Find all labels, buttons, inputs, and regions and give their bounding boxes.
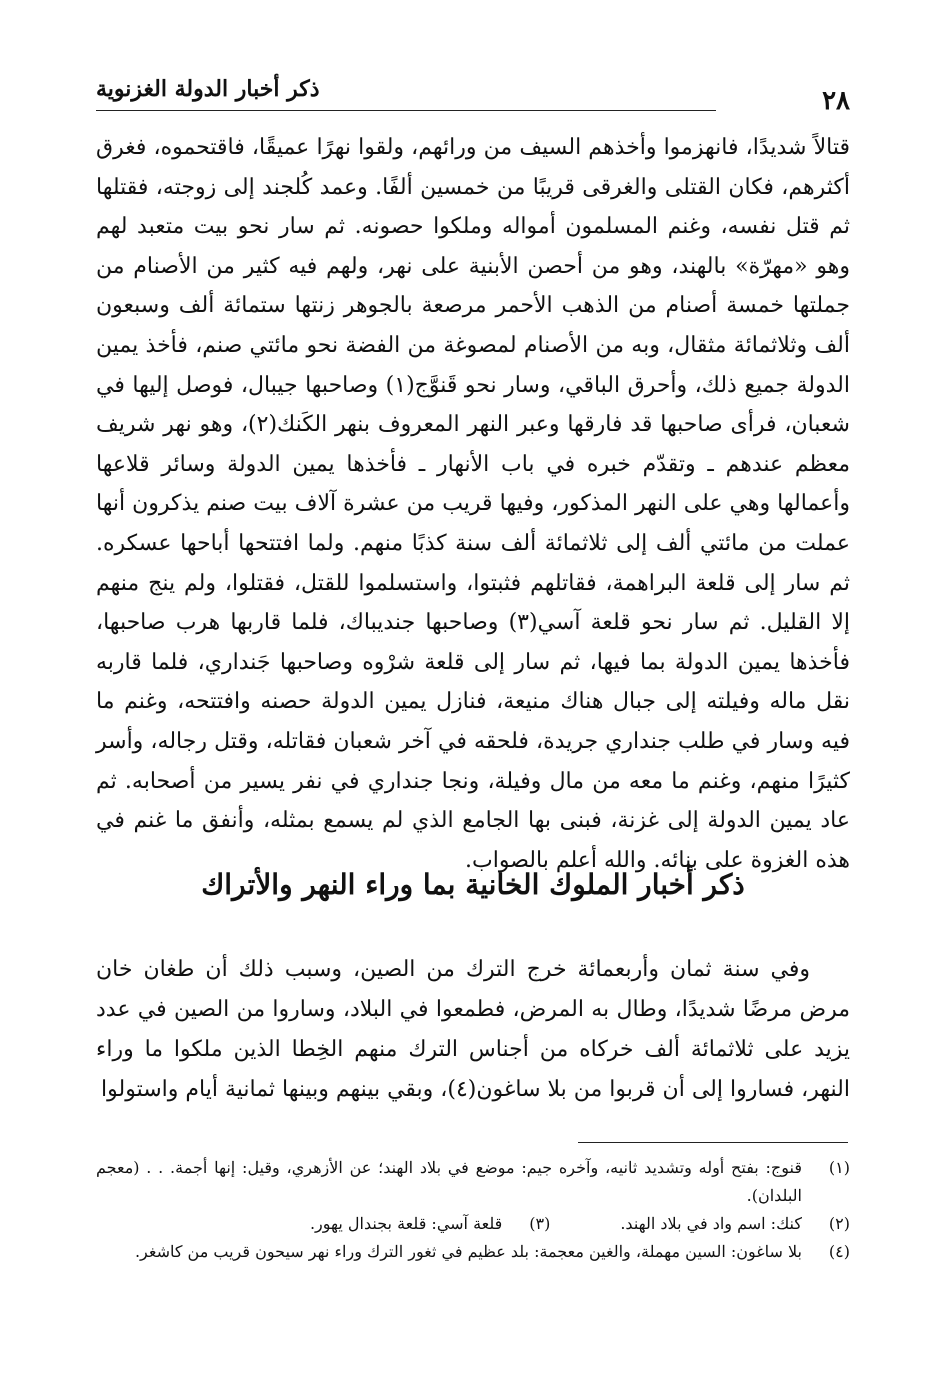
section-text	[96, 950, 850, 1110]
footnote-row	[96, 1210, 850, 1238]
footnote-text: قنوج: بفتح أوله وتشديد ثانيه، وآخره جيم: موضع في بلاد الهند؛ عن الأزهري، وقيل: إنها أجمة. . . (معجم البلدان).	[96, 1158, 802, 1205]
footnote-text: كنك: اسم واد في بلاد الهند.	[620, 1214, 802, 1233]
main-text	[96, 128, 850, 880]
footnote-number: (٣)	[529, 1214, 551, 1233]
footnote-number: (٤)	[828, 1242, 850, 1261]
page-number: ٢٨	[822, 86, 850, 116]
footnote-4	[96, 1238, 850, 1266]
footnotes	[96, 1154, 850, 1266]
footnote-text: بلا ساغون: السين مهملة، والغين معجمة: بلد عظيم في ثغور الترك وراء نهر سيحون قريب من كاشغر.	[134, 1242, 802, 1261]
footnote-2	[620, 1210, 850, 1238]
footnote-3	[310, 1210, 550, 1238]
section-heading: ذكر أخبار الملوك الخانية بما وراء النهر والأتراك	[201, 868, 745, 901]
footnote-divider	[578, 1142, 848, 1143]
footnote-1	[96, 1154, 850, 1210]
footnote-number: (١)	[828, 1158, 850, 1177]
section-paragraph: وفي سنة ثمان وأربعمائة خرج الترك من الصين، وسبب ذلك أن طغان خان مرض مرضًا شديدًا، وطال به المرض، فطمعوا في البلاد، وساروا من الصين في عدد يزيد على ثلاثمائة ألف خركاه من أجناس الترك منهم الخِطا الذين ملكوا ما وراء النهر، فساروا إلى أن قربوا من بلا ساغون(٤)، وبقي بينهم وبينها ثمانية أيام واستولوا	[96, 957, 850, 1102]
header-divider	[96, 110, 716, 111]
body-paragraph: قتالاً شديدًا، فانهزموا وأخذهم السيف من ورائهم، ولقوا نهرًا عميقًا، فاقتحموه، فغرق أكثرهم، فكان القتلى والغرقى قريبًا من خمسين ألفًا. وعمد كُلجند إلى زوجته، فقتلها ثم قتل نفسه، وغنم المسلمون أمواله وملكوا حصونه. ثم سار نحو بيت متعبد لهم وهو «مهرّة» بالهند، وهو من أحصن الأبنية على نهر، ولهم فيه كثير من الأصنام من جملتها خمسة أصنام من الذهب الأحمر مرصعة بالجوهر زنتها ستمائة ألف وسبعون ألف وثلاثمائة مثقال، وبه من الأصنام لمصوغة من الفضة نحو مائتي صنم، فأخذ يمين الدولة جميع ذلك، وأحرق الباقي، وسار نحو قَنوَّج(١) وصاحبها جيبال، فوصل إليها في شعبان، فرأى صاحبها قد فارقها وعبر النهر المعروف بنهر الكَنك(٢)، وهو نهر شريف معظم عندهم ـ وتقدّم خبره في باب الأنهار ـ فأخذها يمين الدولة وسائر قلاعها وأعمالها وهي على النهر المذكور، وفيها قريب من عشرة آلاف بيت صنم يذكرون أنها عملت من مائتي ألف إلى ثلاثمائة ألف سنة كذبًا منهم. ولما افتتحها أباحها عسكره. ثم سار إلى قلعة البراهمة، فقاتلهم فثبتوا، واستسلموا للقتل، فقتلوا، ولم ينج منهم إلا القليل. ثم سار نحو قلعة آسي(٣) وصاحبها جنديباك، فلما قاربها هرب صاحبها، فأخذها يمين الدولة بما فيها، ثم سار إلى قلعة شرْوه وصاحبها جَنداري، فلما قاربه نقل ماله وفيلته إلى جبال هناك منيعة، فنازل يمين الدولة حصنه وافتتحه، وغنم ما فيه وسار في طلب جنداري جريدة، فلحقه في آخر شعبان فقاتله، وقتل رجاله، وأسر كثيرًا منهم، وغنم ما معه من مال وفيلة، ونجا جنداري في نفر يسير من أصحابه. ثم عاد يمين الدولة إلى غزنة، فبنى بها الجامع الذي لم يسمع بمثله، وأنفق ما غنم في هذه الغزوة على بنائه. والله أعلم بالصواب.	[96, 135, 850, 873]
running-title: ذكر أخبار الدولة الغزنوية	[96, 76, 320, 102]
footnote-number: (٢)	[828, 1214, 850, 1233]
footnote-text: قلعة آسي: قلعة بجندال يهور.	[309, 1214, 503, 1233]
page-header	[96, 72, 850, 116]
